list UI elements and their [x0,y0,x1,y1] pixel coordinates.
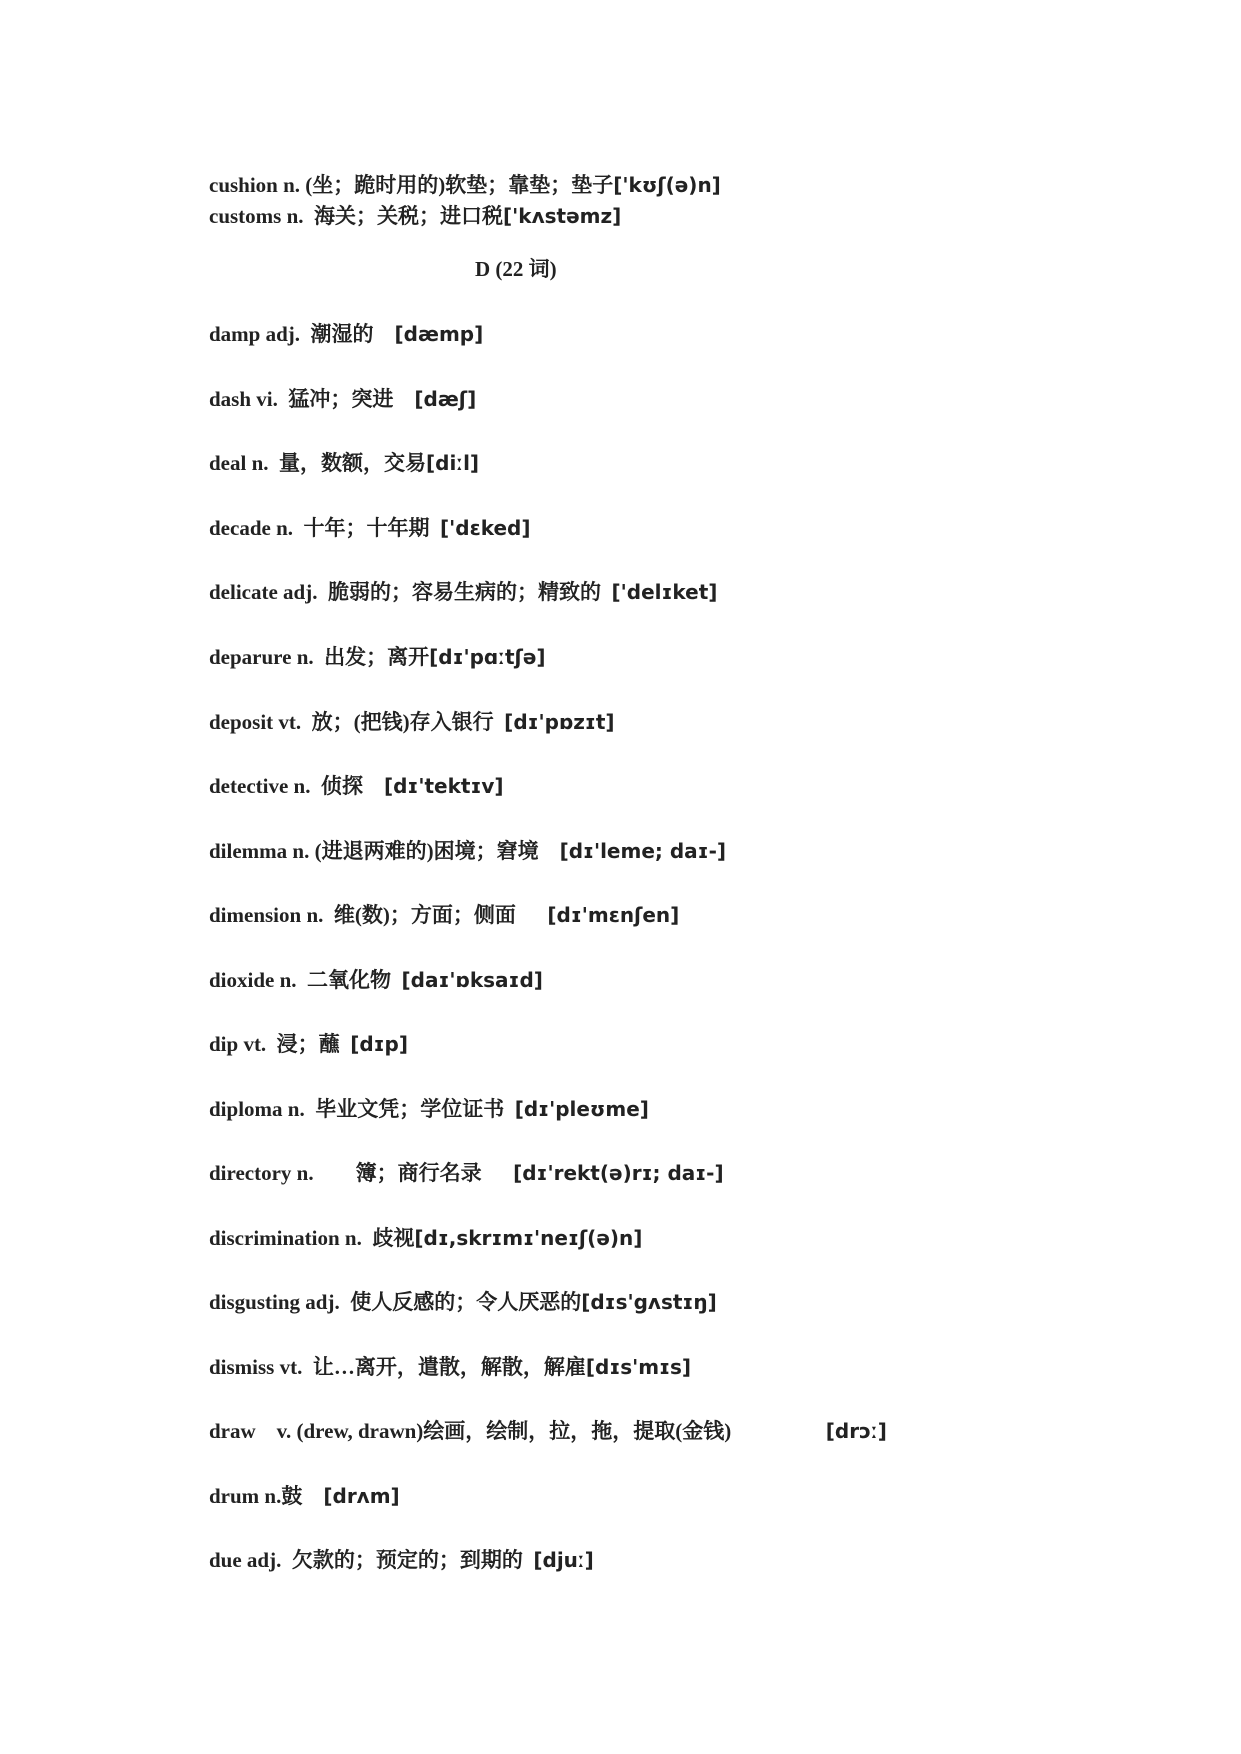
vocab-entry-diploma [188,1078,649,1141]
vocab-entry-dismiss [188,1336,691,1399]
entry-text: damp adj. 潮湿的 [209,322,395,346]
entry-text: dismiss vt. 让…离开，遣散，解散，解雇 [209,1355,586,1379]
entry-phonetic: [dɪs'gʌstɪŋ] [581,1290,717,1314]
entry-text: drum n.鼓 [209,1484,324,1508]
section-heading: D (22 词) [475,257,557,281]
entry-text: cushion n. (坐；跪时用的)软垫；靠垫；垫子 [209,173,614,197]
vocab-entry-deparure [188,626,546,689]
vocab-entry-deal [188,432,479,495]
entry-phonetic: [drʌm] [323,1484,400,1508]
vocab-entry-deposit [188,691,615,754]
entry-text: diploma n. 毕业文凭；学位证书 [209,1097,515,1121]
entry-phonetic: [djuː] [533,1548,594,1572]
entry-phonetic: [dɪp] [350,1032,409,1056]
entry-text: disgusting adj. 使人反感的；令人厌恶的 [209,1290,582,1314]
entry-phonetic: ['delɪket] [611,580,718,604]
entry-text: dimension n. 维(数)；方面；侧面 [209,903,548,927]
entry-text: customs n. 海关；关税；进口税 [209,204,504,228]
entry-text: deparure n. 出发；离开 [209,645,430,669]
vocab-entry-disgusting [188,1271,717,1334]
vocab-entry-discrimination [188,1207,642,1270]
entry-phonetic: [dɪ,skrɪmɪ'neɪʃ(ə)n] [414,1226,643,1250]
vocab-entry-directory [188,1142,724,1205]
entry-phonetic: [dɪ'mɛnʃen] [547,903,680,927]
entry-phonetic: [dɪ'leme; daɪ-] [559,839,727,863]
entry-text: deposit vt. 放；(把钱)存入银行 [209,710,505,734]
entry-phonetic: ['kʊʃ(ə)n] [613,173,721,197]
vocab-entry-drum [188,1465,400,1528]
entry-phonetic: [dæʃ] [414,387,477,411]
vocab-entry-draw [188,1400,887,1463]
vocab-entry-dilemma [188,820,726,883]
vocab-entry-dioxide [188,949,543,1012]
entry-text: dioxide n. 二氧化物 [209,968,402,992]
vocab-entry-dip [188,1013,408,1076]
vocab-entry-due [188,1529,594,1592]
vocab-entry-decade [188,497,531,560]
entry-text: deal n. 量，数额，交易 [209,451,427,475]
vocab-entry-damp [188,303,483,366]
vocab-entry-delicate [188,561,717,624]
entry-text: draw v. (drew, drawn)绘画，绘制，拉，拖，提取(金钱) [209,1419,826,1443]
entry-text: directory n. 簿；商行名录 [209,1161,514,1185]
vocab-entry-dimension [188,884,679,947]
entry-phonetic: [dɪ'pleʊme] [514,1097,649,1121]
entry-phonetic: [dɪ'pɑːtʃə] [429,645,546,669]
entry-phonetic: [dæmp] [394,322,484,346]
entry-phonetic: ['kʌstəmz] [503,204,622,228]
vocab-entry-dash [188,368,476,431]
entry-phonetic: [diːl] [426,451,480,475]
entry-phonetic: [daɪ'ɒksaɪd] [401,968,543,992]
entry-phonetic: [dɪs'mɪs] [585,1355,692,1379]
entry-text: delicate adj. 脆弱的；容易生病的；精致的 [209,580,612,604]
entry-phonetic: ['dɛked] [440,516,531,540]
entry-phonetic: [dɪ'tektɪv] [383,774,504,798]
entry-text: due adj. 欠款的；预定的；到期的 [209,1548,534,1572]
entry-phonetic: [dɪ'pɒzɪt] [504,710,615,734]
vocab-entry-customs [188,185,621,248]
entry-phonetic: [dɪ'rekt(ə)rɪ; daɪ-] [513,1161,724,1185]
entry-text: dilemma n. (进退两难的)困境；窘境 [209,839,560,863]
entry-text: discrimination n. 歧视 [209,1226,415,1250]
entry-text: decade n. 十年；十年期 [209,516,440,540]
entry-text: dash vi. 猛冲；突进 [209,387,415,411]
entry-phonetic: [drɔː] [825,1419,887,1443]
vocab-entry-detective [188,755,504,818]
entry-text: dip vt. 浸；蘸 [209,1032,351,1056]
entry-text: detective n. 侦探 [209,774,384,798]
